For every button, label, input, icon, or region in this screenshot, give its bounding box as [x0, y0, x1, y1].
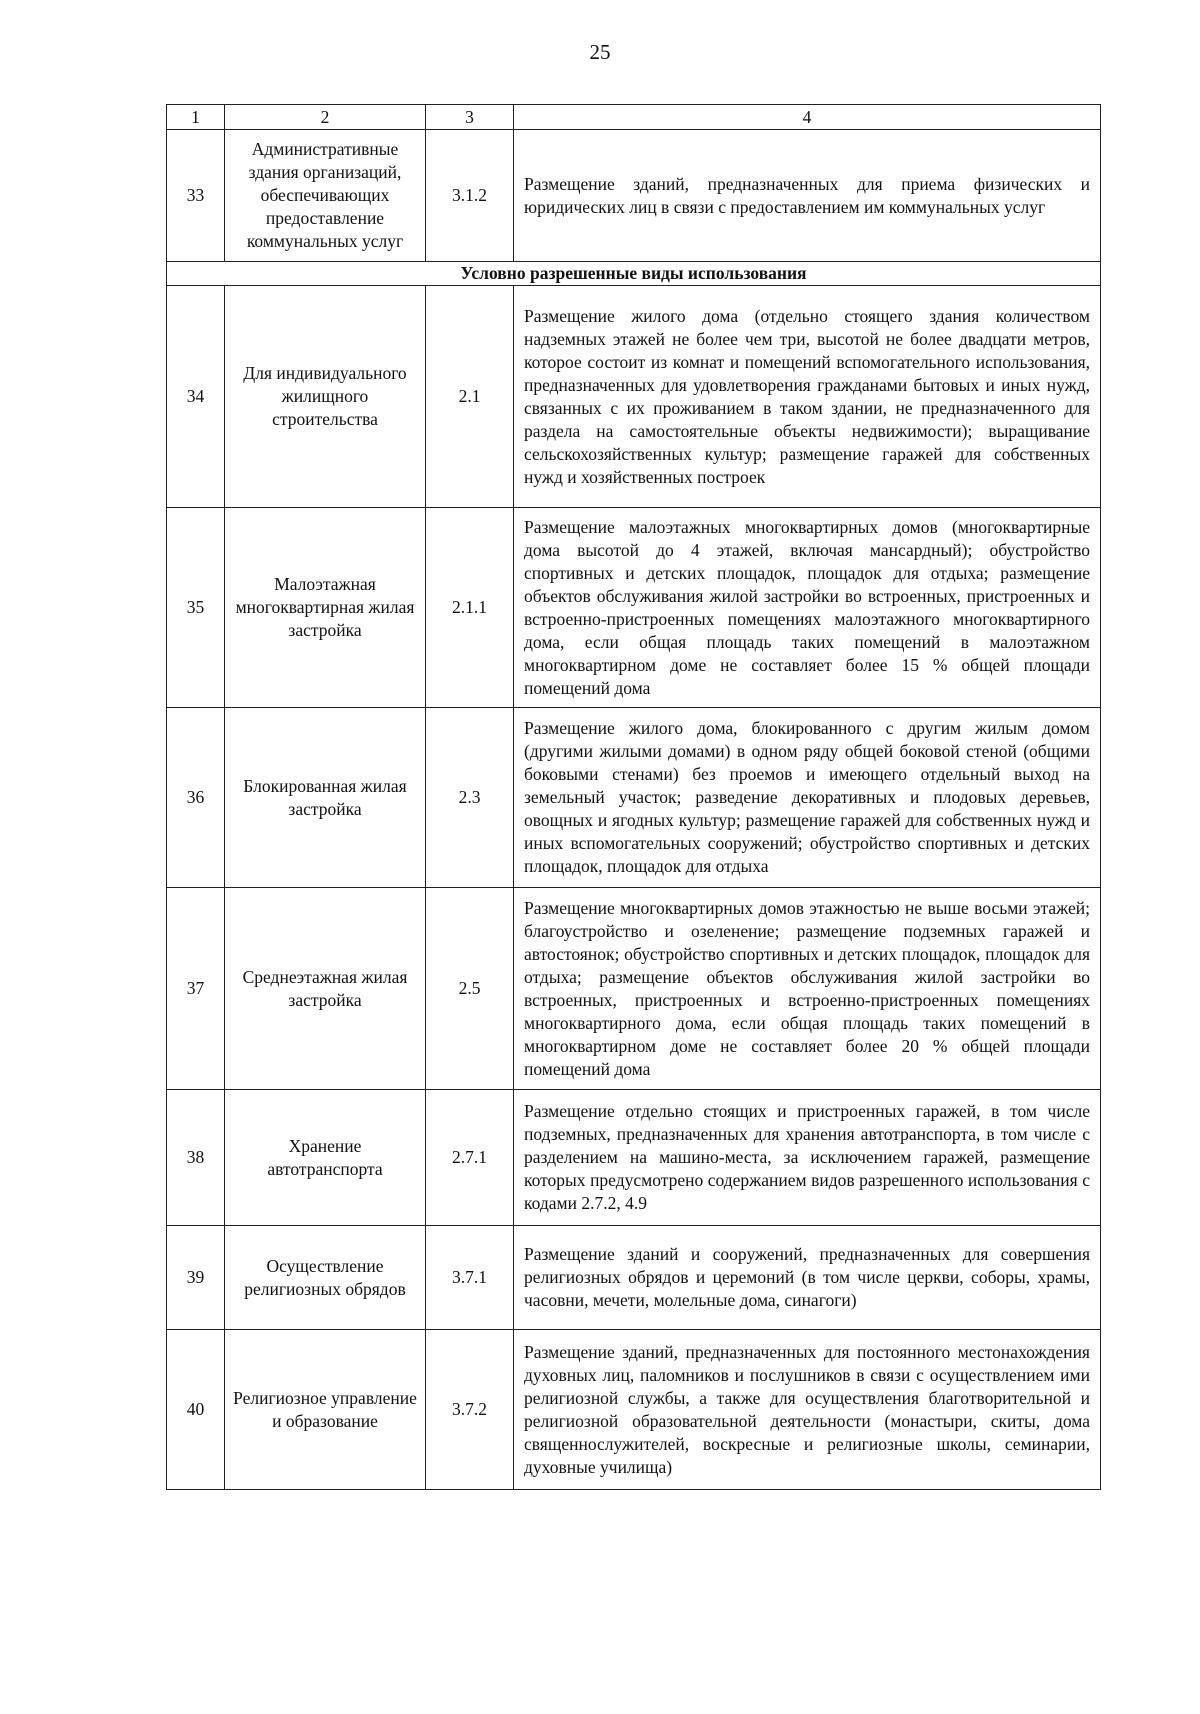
use-type-name: Хранение автотранспорта	[225, 1090, 426, 1226]
table-row	[167, 130, 1101, 262]
use-type-name: Административные здания организаций, обеспечивающих предоставление коммунальных услуг	[225, 130, 426, 262]
page-number: 25	[589, 40, 611, 64]
header-col-2: 2	[225, 105, 426, 130]
table-header-row	[167, 105, 1101, 130]
section-header-row	[167, 262, 1101, 286]
row-number: 40	[167, 1330, 225, 1490]
row-number: 33	[167, 130, 225, 262]
table-row	[167, 286, 1101, 508]
use-type-name: Религиозное управление и образование	[225, 1330, 426, 1490]
row-number: 37	[167, 888, 225, 1090]
table-row	[167, 508, 1101, 708]
use-type-code: 2.1.1	[426, 508, 514, 708]
land-use-table	[166, 104, 1101, 1490]
table-row	[167, 1090, 1101, 1226]
header-col-4: 4	[514, 105, 1101, 130]
use-type-description: Размещение зданий, предназначенных для приема физических и юридических лиц в связи с предоставлением им коммунальных услуг	[514, 130, 1101, 262]
row-number: 39	[167, 1226, 225, 1330]
header-col-3: 3	[426, 105, 514, 130]
use-type-name: Блокированная жилая застройка	[225, 708, 426, 888]
table-row	[167, 888, 1101, 1090]
use-type-description: Размещение малоэтажных многоквартирных домов (многоквартирные дома высотой до 4 этажей, включая мансардный); обустройство спортивных и детских площадок, площадок для отдыха; размещение объектов обслуживания жилой застройки во встроенных, пристроенных и встроенно-пристроенных помещениях малоэтажного многоквартирного дома, если общая площадь таких помещений в малоэтажном многоквартирном доме не составляет более 15 % общей площади помещений дома	[514, 508, 1101, 708]
use-type-code: 2.1	[426, 286, 514, 508]
header-col-1: 1	[167, 105, 225, 130]
use-type-name: Для индивидуального жилищного строительства	[225, 286, 426, 508]
section-title: Условно разрешенные виды использования	[167, 262, 1101, 286]
table-row	[167, 1330, 1101, 1490]
use-type-description: Размещение жилого дома (отдельно стоящего здания количеством надземных этажей не более чем три, высотой не более двадцати метров, которое состоит из комнат и помещений вспомогательного использования, предназначенных для удовлетворения гражданами бытовых и иных нужд, связанных с их проживанием в таком здании, не предназначенного для раздела на самостоятельные объекты недвижимости); выращивание сельскохозяйственных культур; размещение гаражей для собственных нужд и хозяйственных построек	[514, 286, 1101, 508]
use-type-code: 3.1.2	[426, 130, 514, 262]
table-row	[167, 1226, 1101, 1330]
use-type-description: Размещение зданий и сооружений, предназначенных для совершения религиозных обрядов и церемоний (в том числе церкви, соборы, храмы, часовни, мечети, молельные дома, синагоги)	[514, 1226, 1101, 1330]
use-type-description: Размещение жилого дома, блокированного с другим жилым домом (другими жилыми домами) в одном ряду общей боковой стеной (общими боковыми стенами) без проемов и имеющего отдельный выход на земельный участок; разведение декоративных и плодовых деревьев, овощных и ягодных культур; размещение гаражей для собственных нужд и иных вспомогательных сооружений; обустройство спортивных и детских площадок, площадок для отдыха	[514, 708, 1101, 888]
use-type-code: 2.5	[426, 888, 514, 1090]
row-number: 36	[167, 708, 225, 888]
use-type-description: Размещение зданий, предназначенных для постоянного местонахождения духовных лиц, паломников и послушников в связи с осуществлением ими религиозной службы, а также для осуществления благотворительной и религиозной образовательной деятельности (монастыри, скиты, дома священнослужителей, воскресные и религиозные школы, семинарии, духовные училища)	[514, 1330, 1101, 1490]
use-type-name: Малоэтажная многоквартирная жилая застройка	[225, 508, 426, 708]
use-type-code: 3.7.1	[426, 1226, 514, 1330]
use-type-name: Осуществление религиозных обрядов	[225, 1226, 426, 1330]
use-type-description: Размещение многоквартирных домов этажностью не выше восьми этажей; благоустройство и озеленение; размещение подземных гаражей и автостоянок; обустройство спортивных и детских площадок, площадок для отдыха; размещение объектов обслуживания жилой застройки во встроенных, пристроенных и встроенно-пристроенных помещениях многоквартирного дома, если общая площадь таких помещений в многоквартирном доме не составляет более 20 % общей площади помещений дома	[514, 888, 1101, 1090]
use-type-code: 2.7.1	[426, 1090, 514, 1226]
use-type-description: Размещение отдельно стоящих и пристроенных гаражей, в том числе подземных, предназначенных для хранения автотранспорта, в том числе с разделением на машино-места, за исключением гаражей, размещение которых предусмотрено содержанием видов разрешенного использования с кодами 2.7.2, 4.9	[514, 1090, 1101, 1226]
use-type-name: Среднеэтажная жилая застройка	[225, 888, 426, 1090]
row-number: 35	[167, 508, 225, 708]
table-row	[167, 708, 1101, 888]
use-type-code: 2.3	[426, 708, 514, 888]
row-number: 34	[167, 286, 225, 508]
use-type-code: 3.7.2	[426, 1330, 514, 1490]
row-number: 38	[167, 1090, 225, 1226]
